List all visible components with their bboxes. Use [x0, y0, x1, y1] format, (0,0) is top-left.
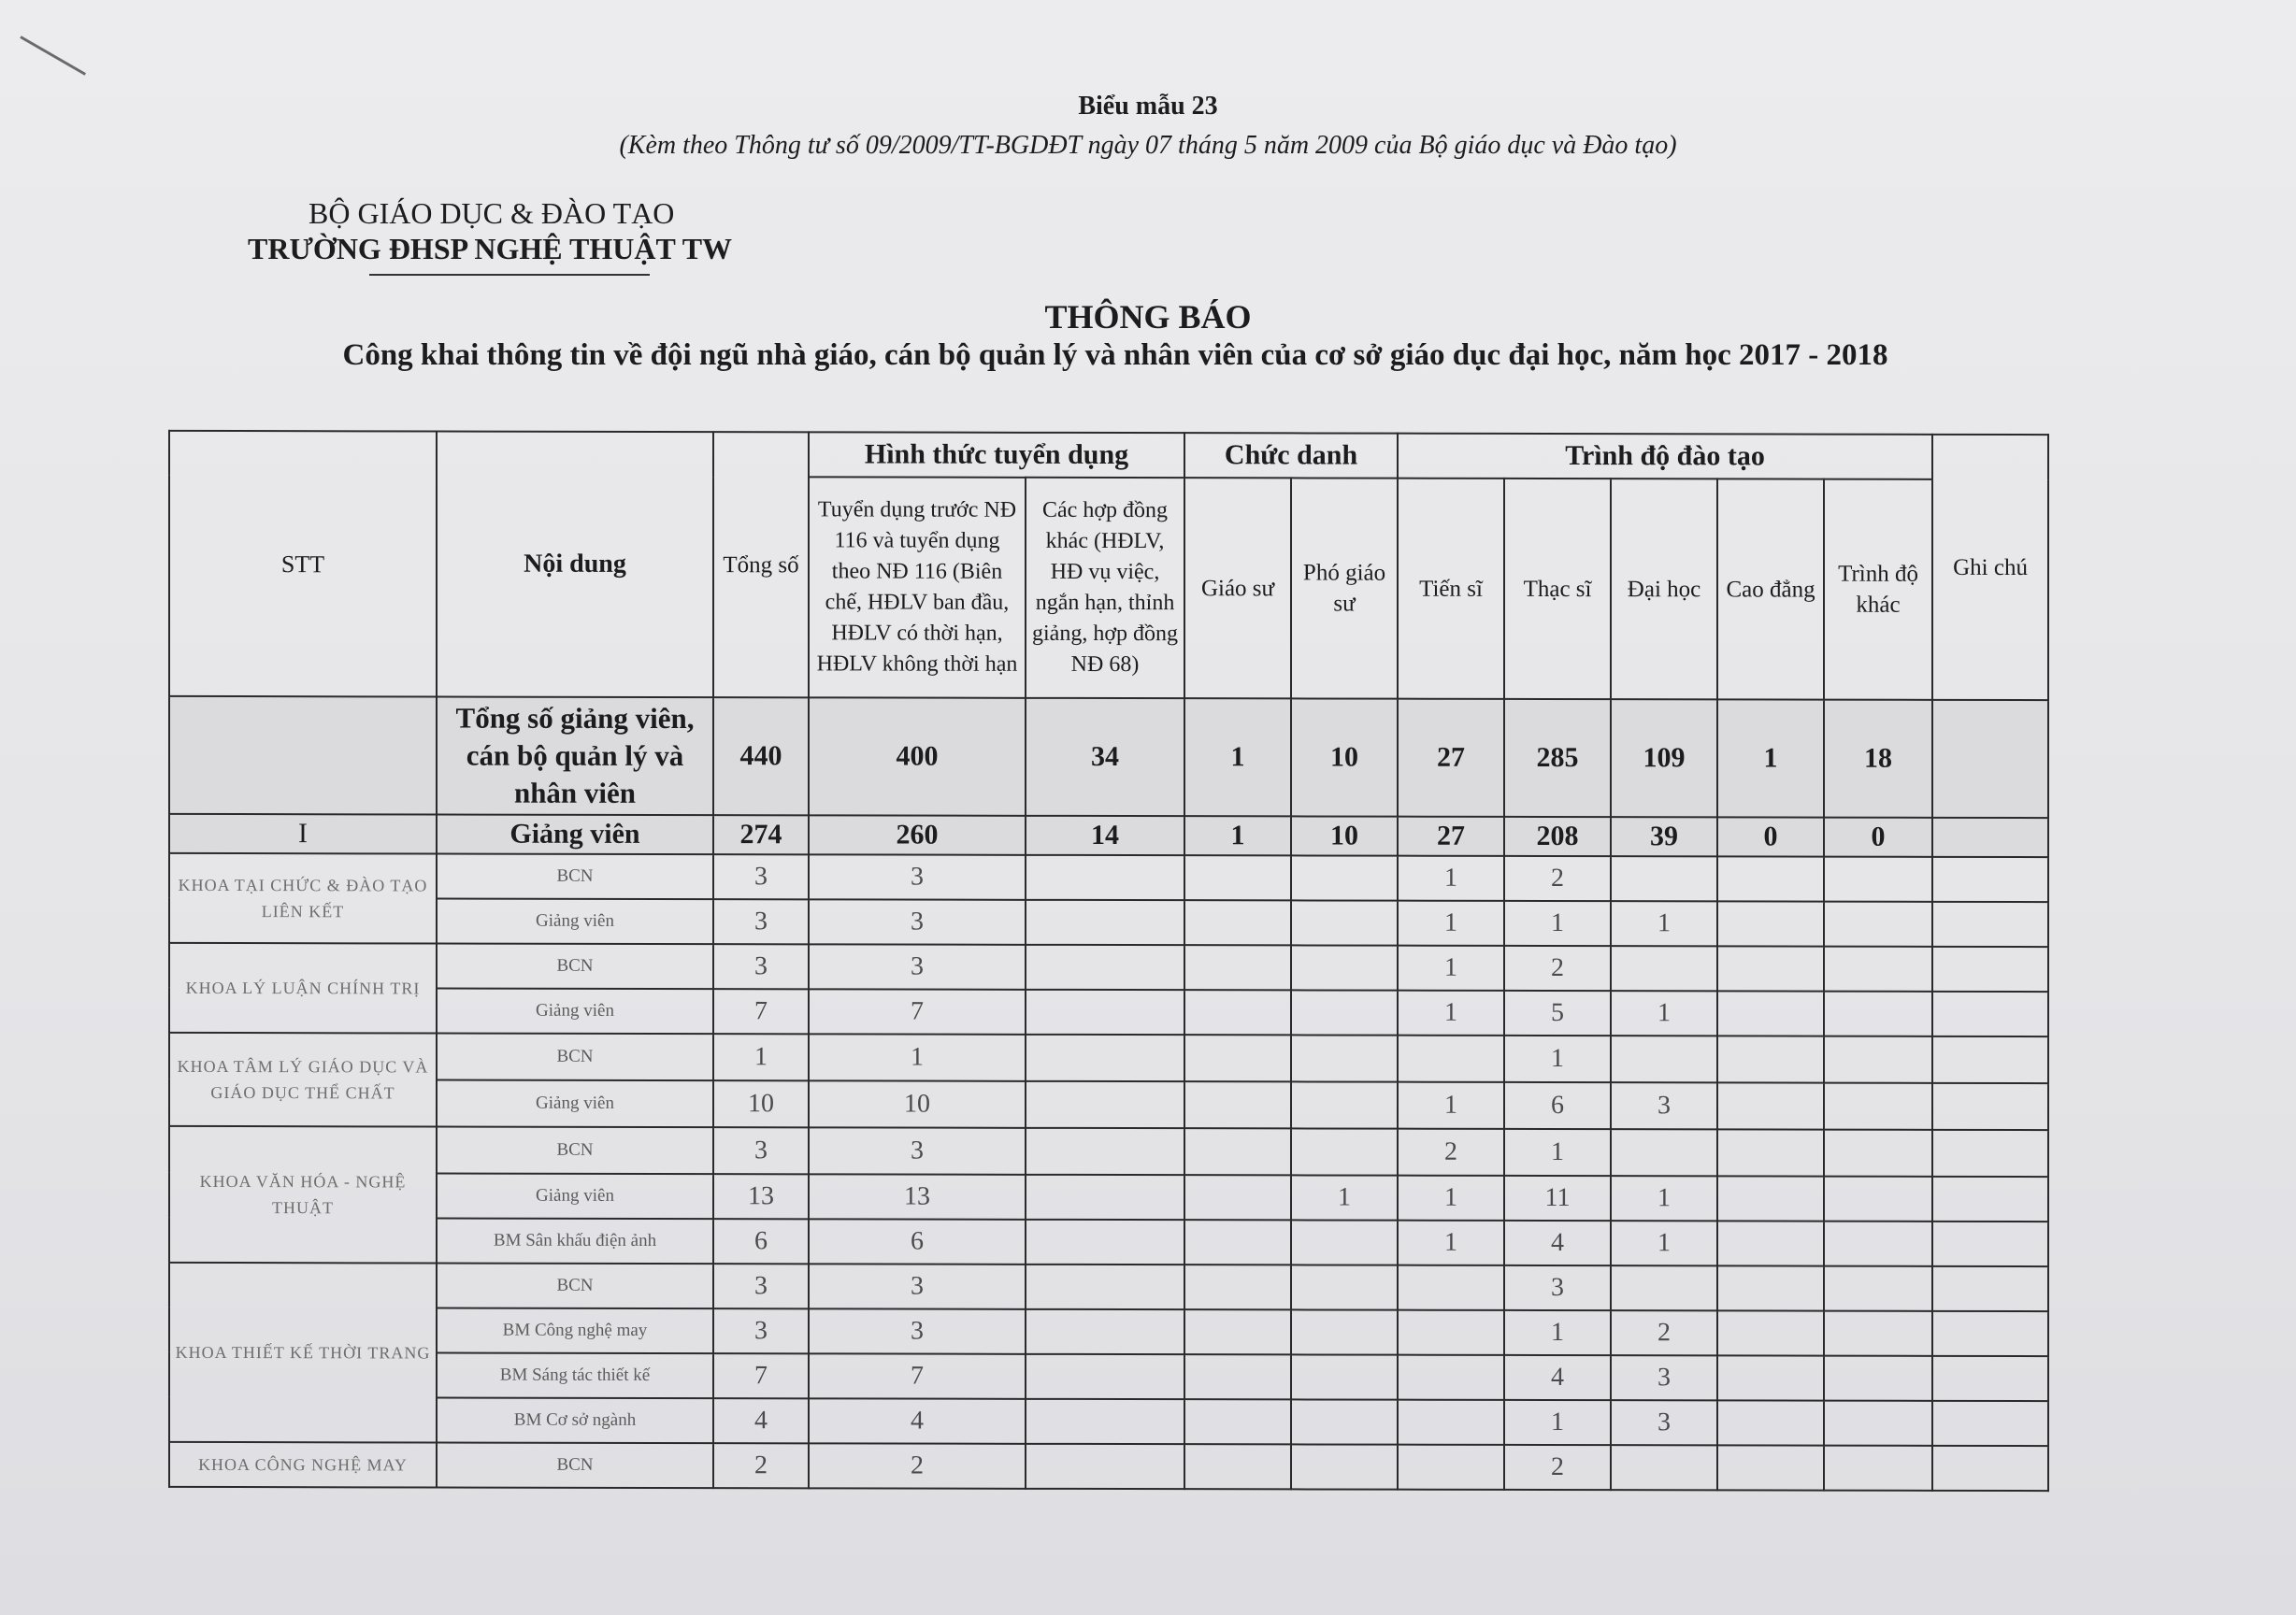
table-cell — [1932, 1130, 2048, 1177]
table-cell — [1717, 1221, 1824, 1265]
table-cell: 2 — [1611, 1310, 1717, 1355]
table-row — [169, 1352, 2048, 1401]
table-cell: 1 — [809, 1034, 1026, 1080]
table-cell: 5 — [1504, 991, 1611, 1036]
section-row-content: Giảng viên — [437, 814, 713, 854]
table-cell — [1398, 1265, 1504, 1310]
table-cell — [1932, 902, 2048, 947]
table-cell: 6 — [713, 1219, 809, 1264]
table-cell — [1824, 947, 1932, 992]
table-cell: 1 — [1398, 856, 1504, 901]
table-row — [169, 1033, 2048, 1083]
table-cell — [1291, 945, 1398, 990]
table-cell: 3 — [1504, 1265, 1611, 1310]
table-cell: 13 — [809, 1174, 1026, 1219]
table-cell — [1026, 900, 1184, 945]
table-cell: 1 — [1611, 901, 1717, 946]
table-cell — [1398, 1036, 1504, 1082]
table-cell — [1184, 1081, 1291, 1128]
table-cell — [1824, 1083, 1932, 1130]
table-cell — [1026, 1175, 1184, 1220]
table-cell: 3 — [713, 1127, 809, 1174]
table-cell — [1291, 990, 1398, 1035]
table-cell: 3 — [809, 1308, 1026, 1353]
table-cell: 4 — [1504, 1221, 1611, 1265]
table-row — [169, 988, 2048, 1036]
table-cell: 1 — [1611, 1176, 1717, 1221]
table-cell — [1398, 1400, 1504, 1445]
table-cell — [1184, 1354, 1291, 1399]
table-cell: 1 — [713, 1034, 809, 1080]
table-cell — [1291, 1265, 1398, 1309]
table-cell — [1291, 1354, 1398, 1399]
total-row-content: Tổng số giảng viên, cán bộ quản lý và nhân viên — [437, 696, 713, 815]
total-row-cell: 109 — [1611, 699, 1717, 817]
table-cell — [1717, 1445, 1824, 1490]
table-cell — [1932, 1446, 2048, 1491]
row-label: BM Cơ sở ngành — [437, 1397, 713, 1443]
header-stt: STT — [169, 431, 437, 697]
header-recruit-before: Tuyển dụng trước NĐ 116 và tuyển dụng theo NĐ 116 (Biên chế, HĐLV ban đầu, HĐLV có thời hạn, HĐLV không thời hạn — [809, 477, 1026, 697]
section-row-cell: 10 — [1291, 816, 1398, 855]
table-cell — [1824, 1446, 1932, 1491]
table-cell — [1717, 1310, 1824, 1355]
total-row-cell: 34 — [1026, 698, 1184, 816]
table-cell — [1026, 1399, 1184, 1444]
notice-title: THÔNG BÁO — [1044, 298, 1252, 336]
table-cell — [1611, 856, 1717, 901]
table-cell — [1398, 1310, 1504, 1355]
table-cell — [1717, 901, 1824, 946]
row-label: Giảng viên — [437, 1079, 713, 1127]
table-cell: 6 — [809, 1219, 1026, 1264]
table-cell: 1 — [1398, 1221, 1504, 1265]
total-row-cell: 18 — [1824, 700, 1932, 818]
table-cell — [1184, 1035, 1291, 1081]
table-cell — [1717, 1129, 1824, 1176]
table-cell: 3 — [809, 854, 1026, 899]
section-row-cell — [1932, 818, 2048, 857]
row-label: BCN — [437, 1442, 713, 1488]
table-cell — [1717, 1265, 1824, 1310]
header-college: Cao đẳng — [1717, 479, 1824, 699]
table-cell — [1184, 1175, 1291, 1220]
table-cell — [1184, 900, 1291, 945]
row-label: BCN — [437, 1126, 713, 1174]
table-cell — [1026, 1265, 1184, 1309]
table-cell — [1291, 1444, 1398, 1489]
row-label: BCN — [437, 1033, 713, 1080]
table-cell: 1 — [1291, 1175, 1398, 1220]
table-cell — [1291, 1399, 1398, 1444]
table-cell — [1717, 1036, 1824, 1082]
table-cell — [1026, 1035, 1184, 1081]
total-row-cell: 10 — [1291, 698, 1398, 816]
table-cell — [1611, 1445, 1717, 1490]
section-row-cell: 0 — [1824, 818, 1932, 857]
table-cell: 3 — [809, 1264, 1026, 1308]
table-cell — [1291, 900, 1398, 945]
table-cell: 2 — [1398, 1129, 1504, 1176]
total-row-cell: 1 — [1717, 699, 1824, 817]
table-cell — [1026, 1220, 1184, 1265]
table-cell: 1 — [1504, 1310, 1611, 1355]
table-row — [169, 1308, 2048, 1356]
notice-subtitle: Công khai thông tin về đội ngũ nhà giáo, cán bộ quản lý và nhân viên của cơ sở giáo dục đại học, năm học 2017 - 2018 — [342, 338, 1888, 372]
table-cell: 7 — [809, 1353, 1026, 1398]
table-cell — [1932, 1401, 2048, 1446]
table-cell: 3 — [1611, 1082, 1717, 1129]
table-cell — [1824, 992, 1932, 1036]
total-row-cell: 1 — [1184, 698, 1291, 816]
total-row — [169, 696, 2048, 818]
row-label: BCN — [437, 853, 713, 899]
section-row-cell: 0 — [1717, 817, 1824, 856]
section-row-cell: 274 — [713, 815, 809, 854]
table-row — [169, 1126, 2048, 1177]
table-cell — [1932, 1036, 2048, 1083]
row-label: Giảng viên — [437, 898, 713, 944]
table-cell: 1 — [1504, 1036, 1611, 1082]
header-notes: Ghi chú — [1932, 435, 2048, 700]
table-cell — [1291, 1081, 1398, 1128]
table-cell — [1184, 1444, 1291, 1489]
table-cell — [1717, 946, 1824, 991]
table-cell — [1932, 1177, 2048, 1222]
table-cell — [1932, 857, 2048, 902]
table-cell: 3 — [713, 944, 809, 989]
table-cell: 3 — [1611, 1355, 1717, 1400]
table-cell — [1717, 991, 1824, 1036]
table-cell — [1026, 945, 1184, 990]
ministry-name: BỘ GIÁO DỤC & ĐÀO TẠO — [309, 196, 675, 230]
table-row — [169, 1218, 2048, 1266]
table-cell — [1717, 1400, 1824, 1445]
table-cell — [1932, 1083, 2048, 1130]
total-row-cell: 440 — [713, 697, 809, 815]
table-cell: 2 — [713, 1443, 809, 1488]
table-cell: 7 — [713, 989, 809, 1034]
table-cell — [1824, 1266, 1932, 1311]
table-cell: 3 — [809, 944, 1026, 989]
table-cell — [1026, 855, 1184, 900]
table-cell — [1611, 1036, 1717, 1082]
department-name: KHOA TÂM LÝ GIÁO DỤC VÀ GIÁO DỤC THỂ CHẤT — [169, 1033, 437, 1127]
table-cell: 10 — [809, 1080, 1026, 1127]
header-doctor: Tiến sĩ — [1398, 479, 1504, 699]
table-cell: 1 — [1398, 946, 1504, 991]
department-name: KHOA LÝ LUẬN CHÍNH TRỊ — [169, 943, 437, 1034]
table-cell — [1611, 946, 1717, 991]
table-cell — [1611, 1265, 1717, 1310]
row-label: Giảng viên — [437, 988, 713, 1034]
section-row — [169, 814, 2048, 857]
table-row — [169, 898, 2048, 947]
section-row-cell: 260 — [809, 815, 1026, 854]
table-cell — [1184, 990, 1291, 1035]
table-cell: 2 — [1504, 946, 1611, 991]
table-cell: 1 — [1504, 901, 1611, 946]
total-row-stt — [169, 696, 437, 815]
table-cell: 1 — [1611, 991, 1717, 1036]
table-cell — [1026, 1354, 1184, 1399]
table-cell — [1291, 1220, 1398, 1265]
row-label: BCN — [437, 943, 713, 989]
table-cell: 7 — [713, 1353, 809, 1398]
table-cell — [1611, 1129, 1717, 1176]
table-cell — [1184, 1265, 1291, 1309]
table-row — [169, 853, 2048, 902]
table-cell — [1932, 1266, 2048, 1311]
table-cell: 4 — [1504, 1355, 1611, 1400]
header-other-level: Trình độ khác — [1824, 479, 1932, 700]
row-label: BM Công nghệ may — [437, 1308, 713, 1353]
table-cell — [1291, 855, 1398, 900]
table-cell — [1184, 1220, 1291, 1265]
department-name: KHOA VĂN HÓA - NGHỆ THUẬT — [169, 1126, 437, 1264]
table-cell — [1291, 1035, 1398, 1081]
table-cell: 2 — [1504, 1445, 1611, 1490]
section-row-cell: 27 — [1398, 817, 1504, 856]
table-cell — [1932, 947, 2048, 992]
table-cell — [1184, 1128, 1291, 1175]
header-professor: Giáo sư — [1184, 478, 1291, 698]
total-row-cell: 27 — [1398, 699, 1504, 817]
table-cell — [1932, 992, 2048, 1036]
table-cell — [1026, 1444, 1184, 1489]
table-cell: 11 — [1504, 1176, 1611, 1221]
row-label: Giảng viên — [437, 1173, 713, 1219]
table-cell — [1026, 1309, 1184, 1354]
table-cell — [1824, 1036, 1932, 1083]
table-cell — [1824, 857, 1932, 902]
table-cell: 3 — [713, 1308, 809, 1353]
form-reference: (Kèm theo Thông tư số 09/2009/TT-BGDĐT ngày 07 tháng 5 năm 2009 của Bộ giáo dục và Đào tạo) — [619, 131, 1677, 160]
header-recruitment: Hình thức tuyển dụng — [809, 432, 1184, 478]
row-label: BM Sáng tác thiết kế — [437, 1352, 713, 1398]
table-cell: 13 — [713, 1174, 809, 1219]
table-row — [169, 1173, 2048, 1222]
staff-table — [168, 430, 2049, 1492]
table-cell: 2 — [809, 1443, 1026, 1488]
table-cell — [1824, 1311, 1932, 1356]
table-cell — [1717, 856, 1824, 901]
table-cell — [1026, 1128, 1184, 1175]
table-cell — [1184, 855, 1291, 900]
table-cell — [1184, 945, 1291, 990]
table-cell: 3 — [809, 899, 1026, 944]
header-assoc-professor: Phó giáo sư — [1291, 478, 1398, 698]
table-row — [169, 1263, 2048, 1311]
table-row — [169, 943, 2048, 992]
table-cell — [1824, 1222, 1932, 1266]
school-name: TRƯỜNG ĐHSP NGHỆ THUẬT TW — [248, 232, 733, 265]
table-cell: 3 — [713, 854, 809, 899]
table-row — [169, 1397, 2048, 1446]
header-training-group: Trình độ đào tạo — [1398, 434, 1932, 479]
form-number: Biểu mẫu 23 — [1078, 92, 1218, 121]
table-cell: 7 — [809, 989, 1026, 1034]
table-cell — [1824, 1130, 1932, 1177]
row-label: BCN — [437, 1263, 713, 1308]
table-cell — [1932, 1311, 2048, 1356]
table-cell: 10 — [713, 1080, 809, 1127]
table-cell: 1 — [1398, 1176, 1504, 1221]
table-cell — [1184, 1399, 1291, 1444]
total-row-cell: 400 — [809, 697, 1026, 815]
section-row-cell: 208 — [1504, 817, 1611, 856]
table-cell — [1026, 1081, 1184, 1128]
header-title-group: Chức danh — [1184, 433, 1398, 478]
table-cell: 4 — [809, 1398, 1026, 1443]
section-row-cell: 14 — [1026, 816, 1184, 855]
table-cell — [1932, 1356, 2048, 1401]
table-cell: 1 — [1504, 1129, 1611, 1176]
table-cell: 1 — [1398, 991, 1504, 1036]
table-cell — [1184, 1309, 1291, 1354]
table-cell — [1717, 1176, 1824, 1221]
table-row — [169, 1442, 2048, 1491]
header-recruit-other: Các hợp đồng khác (HĐLV, HĐ vụ việc, ngắn hạn, thỉnh giảng, hợp đồng NĐ 68) — [1026, 478, 1184, 698]
table-cell — [1932, 1222, 2048, 1266]
department-name: KHOA TẠI CHỨC & ĐÀO TẠO LIÊN KẾT — [169, 853, 437, 944]
table-cell — [1398, 1445, 1504, 1490]
table-cell: 1 — [1504, 1400, 1611, 1445]
header-master: Thạc sĩ — [1504, 479, 1611, 699]
table-cell: 1 — [1611, 1221, 1717, 1265]
table-cell — [1717, 1082, 1824, 1129]
total-row-cell: 285 — [1504, 699, 1611, 817]
department-name: KHOA THIẾT KẾ THỜI TRANG — [169, 1263, 437, 1443]
section-row-cell: 1 — [1184, 816, 1291, 855]
school-underline — [369, 274, 650, 276]
table-cell — [1026, 990, 1184, 1035]
table-cell: 3 — [713, 1264, 809, 1308]
table-cell — [1824, 1356, 1932, 1401]
table-cell: 1 — [1398, 1082, 1504, 1129]
table-cell — [1824, 902, 1932, 947]
header-total: Tổng số — [713, 432, 809, 697]
section-row-stt: I — [169, 814, 437, 854]
table-cell — [1717, 1355, 1824, 1400]
section-row-cell: 39 — [1611, 817, 1717, 856]
table-cell: 3 — [809, 1127, 1026, 1174]
header-bachelor: Đại học — [1611, 479, 1717, 699]
table-cell: 6 — [1504, 1082, 1611, 1129]
table-row — [169, 1079, 2048, 1130]
table-cell — [1398, 1355, 1504, 1400]
table-cell — [1824, 1177, 1932, 1222]
table-cell — [1824, 1401, 1932, 1446]
table-cell: 3 — [1611, 1400, 1717, 1445]
header-content: Nội dung — [437, 431, 713, 697]
total-row-cell — [1932, 700, 2048, 818]
row-label: BM Sân khấu điện ảnh — [437, 1218, 713, 1264]
table-cell: 1 — [1398, 901, 1504, 946]
table-cell: 3 — [713, 899, 809, 944]
table-cell — [1291, 1128, 1398, 1175]
table-cell — [1291, 1309, 1398, 1354]
table-cell: 2 — [1504, 856, 1611, 901]
table-cell: 4 — [713, 1398, 809, 1443]
department-name: KHOA CÔNG NGHỆ MAY — [169, 1442, 437, 1488]
